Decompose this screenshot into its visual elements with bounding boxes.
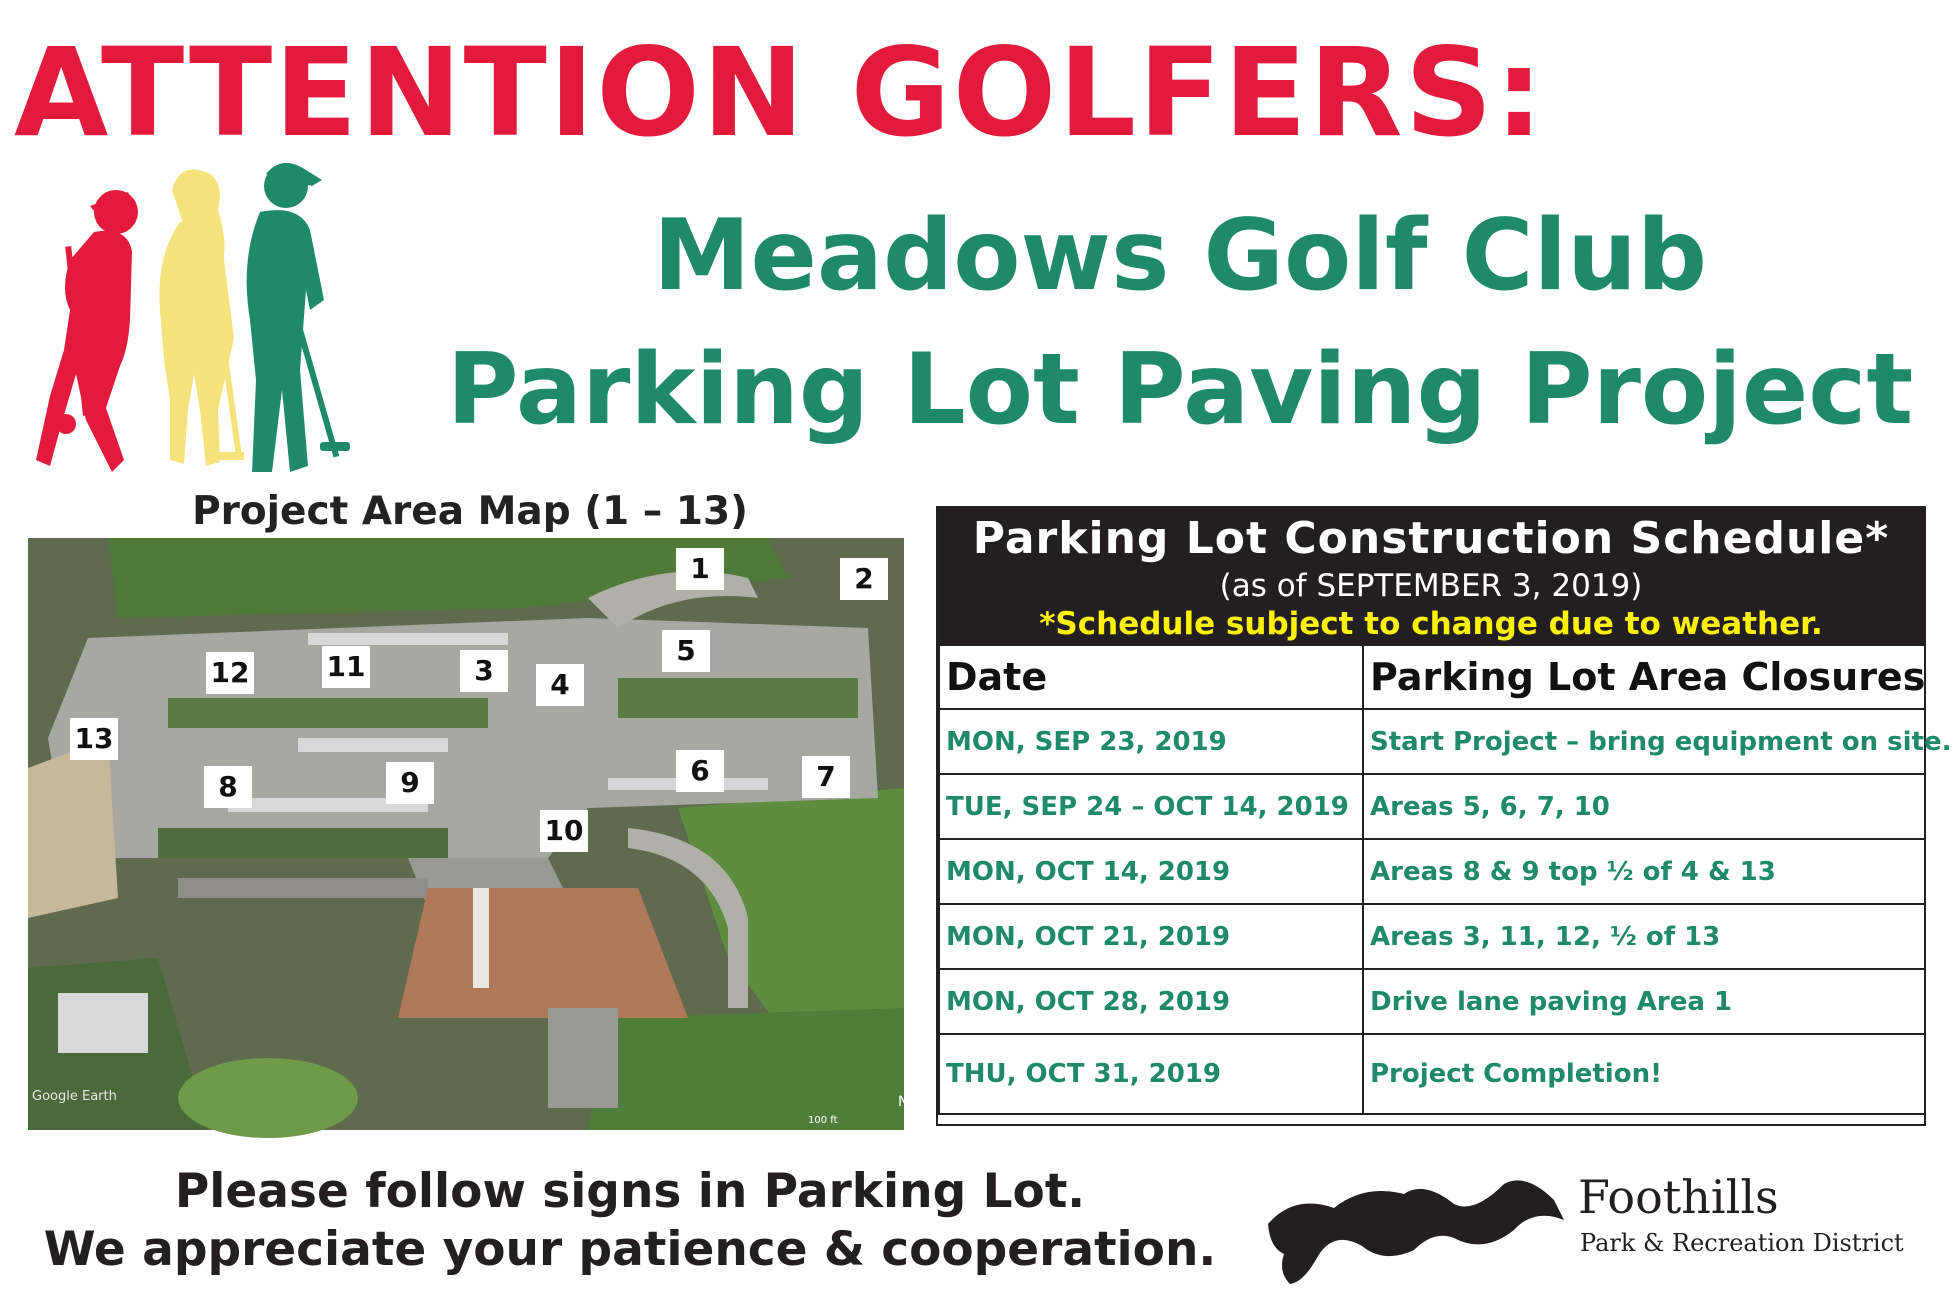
north-arrow-icon: N	[898, 1094, 909, 1110]
title-line-2: Parking Lot Paving Project	[446, 333, 1914, 447]
construction-schedule	[936, 506, 1952, 1126]
area-label-6: 6	[676, 750, 724, 792]
footer-line-1: Please follow signs in Parking Lot.	[174, 1164, 1086, 1219]
area-label-5: 5	[662, 630, 710, 672]
row-date: MON, OCT 21, 2019	[939, 904, 1363, 969]
row-closure: Areas 5, 6, 7, 10	[1363, 774, 1925, 839]
row-closure: Start Project – bring equipment on site.	[1363, 709, 1925, 774]
green-golfer-icon	[247, 163, 350, 472]
golfer-silhouettes	[20, 160, 420, 490]
schedule-table	[938, 644, 1952, 1115]
logo-subtitle: Park & Recreation District	[1580, 1229, 1904, 1257]
table-row	[939, 839, 1925, 904]
yellow-golfer-icon	[159, 170, 244, 466]
map-title: Project Area Map (1 – 13)	[192, 489, 748, 534]
schedule-header	[938, 508, 1924, 644]
row-date: MON, OCT 14, 2019	[939, 839, 1363, 904]
red-golfer-icon	[36, 190, 138, 472]
schedule-title: Parking Lot Construction Schedule*	[972, 513, 1890, 564]
row-date: THU, OCT 31, 2019	[939, 1034, 1363, 1114]
foothills-logo	[1264, 1164, 1924, 1290]
column-header-date: Date	[939, 645, 1363, 709]
row-closure: Project Completion!	[1363, 1034, 1925, 1114]
table-row	[939, 774, 1925, 839]
area-label-13: 13	[70, 718, 118, 760]
area-label-7: 7	[802, 756, 850, 798]
area-label-9: 9	[386, 762, 434, 804]
column-header-closures: Parking Lot Area Closures	[1363, 645, 1925, 709]
row-date: TUE, SEP 24 – OCT 14, 2019	[939, 774, 1363, 839]
area-label-3: 3	[460, 650, 508, 692]
table-row	[939, 1034, 1925, 1114]
table-row	[939, 904, 1925, 969]
area-label-10: 10	[540, 810, 588, 852]
mountain-logo-icon	[1264, 1164, 1574, 1290]
area-label-12: 12	[206, 652, 254, 694]
area-label-2: 2	[840, 558, 888, 600]
schedule-subtitle: (as of SEPTEMBER 3, 2019)	[1219, 568, 1643, 604]
row-date: MON, SEP 23, 2019	[939, 709, 1363, 774]
row-closure: Areas 3, 11, 12, ½ of 13	[1363, 904, 1925, 969]
row-closure: Areas 8 & 9 top ½ of 4 & 13	[1363, 839, 1925, 904]
map-scale: 100 ft	[808, 1115, 838, 1126]
map-credit: Google Earth	[32, 1089, 117, 1104]
logo-name: Foothills	[1578, 1170, 1779, 1224]
table-row	[939, 969, 1925, 1034]
headline: ATTENTION GOLFERS:	[14, 22, 1546, 164]
area-label-8: 8	[204, 766, 252, 808]
area-label-4: 4	[536, 664, 584, 706]
row-date: MON, OCT 28, 2019	[939, 969, 1363, 1034]
table-header-row	[939, 645, 1925, 709]
area-label-11: 11	[322, 646, 370, 688]
title-line-1: Meadows Golf Club	[652, 199, 1708, 313]
table-row	[939, 709, 1925, 774]
project-area-map	[28, 538, 909, 1130]
footer-line-2: We appreciate your patience & cooperation.	[43, 1222, 1217, 1277]
schedule-note: *Schedule subject to change due to weather.	[1039, 606, 1823, 642]
row-closure: Drive lane paving Area 1	[1363, 969, 1925, 1034]
area-label-1: 1	[676, 548, 724, 590]
